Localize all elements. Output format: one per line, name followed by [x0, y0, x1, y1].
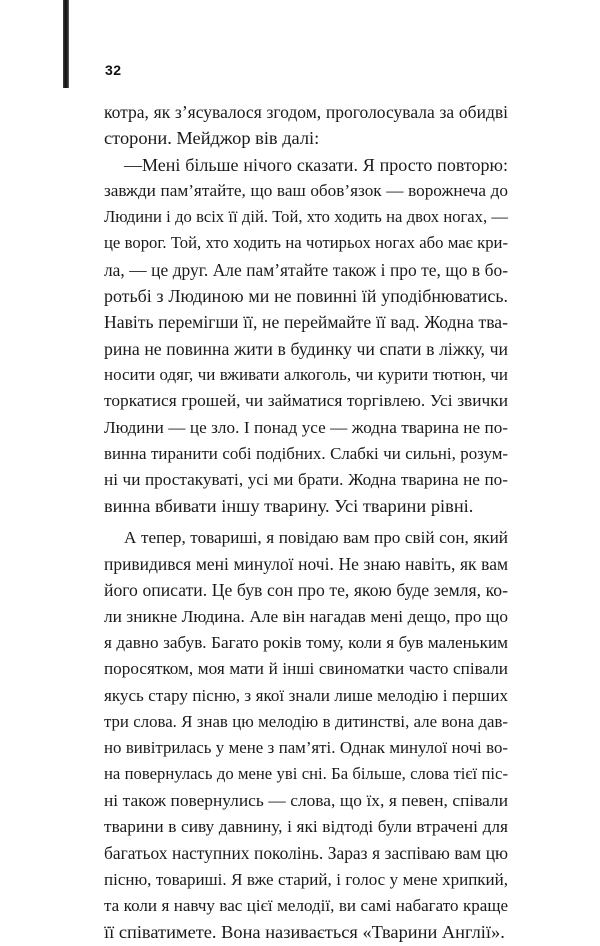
- text-line: поросятком, моя мати й інші свиноматки часто співали: [104, 659, 508, 679]
- body-text: [104, 99, 508, 946]
- text-line: Людини — це зло. І понад усе — жодна тварина не по-: [104, 417, 508, 437]
- page-number: 32: [105, 62, 122, 78]
- text-line: ні також повернулись — слова, що їх, я певен, співали: [104, 790, 508, 810]
- text-line: привидився мені минулої ночі. Не знаю навіть, як вам: [104, 554, 508, 575]
- text-line: А тепер, товариші, я повідаю вам про свій сон, який: [124, 527, 508, 547]
- text-line: його описати. Це був сон про те, якою буде земля, ко-: [104, 580, 508, 601]
- text-line: її співатимете. Вона називається «Тварини Англії».: [104, 922, 505, 943]
- text-line: но вивітрилась у мене з пам’яті. Однак минулої ночі во-: [104, 738, 508, 758]
- text-line: я давно забув. Багато років тому, коли я був маленьким: [104, 632, 508, 652]
- text-line: ла, — це друг. Але пам’ятайте також і про те, що в бо-: [104, 259, 508, 280]
- text-line: ні чи простакуваті, усі ми брати. Жодна тварина не по-: [104, 470, 508, 490]
- text-line: носити одяг, чи вживати алкоголь, чи курити тютюн, чи: [104, 364, 508, 384]
- text-line: пісню, товариші. Я вже старий, і голос у мене хрипкий,: [104, 869, 508, 889]
- text-line: ротьбі з Людиною ми не повинні їй уподібнюватись.: [104, 286, 508, 307]
- text-line: та коли я навчу вас цієї мелодії, ви самі набагато краще: [104, 895, 508, 915]
- text-line: ли зникне Людина. Але він нагадав мені дещо, про що: [104, 606, 508, 626]
- text-line: тварини в сиву давнину, і які відтоді були втрачені для: [104, 817, 508, 837]
- text-line: на повернулась до мене уві сні. Ба більше, слова тієї піс-: [104, 764, 508, 784]
- text-line: Людини і до всіх її дій. Той, хто ходить на двох ногах, —: [104, 207, 508, 227]
- text-line: Навіть перемігши її, не переймайте її вад. Жодна тва-: [104, 312, 508, 333]
- text-line: сторони. Мейджор вів далі:: [104, 128, 320, 149]
- text-line: багатьох наступних поколінь. Зараз я заспіваю вам цю: [104, 843, 508, 864]
- text-line: котра, як з’ясувалося згодом, проголосувала за обидві: [104, 102, 508, 122]
- text-line: винна тиранити собі подібних. Слабкі чи сильні, розум-: [104, 443, 508, 463]
- text-line: рина не повинна жити в будинку чи спати в ліжку, чи: [104, 338, 508, 359]
- text-line: якусь стару пісню, з якої знали лише мелодію і перших: [104, 685, 508, 705]
- text-line: завжди пам’ятайте, що ваш обов’язок — ворожнеча до: [104, 180, 508, 200]
- text-line: три слова. Я знав цю мелодію в дитинстві, але вона дав-: [104, 711, 508, 731]
- text-line: винна вбивати іншу тварину. Усі тварини рівні.: [104, 496, 474, 517]
- text-line: —Мені більше нічого сказати. Я просто повторю:: [124, 154, 508, 175]
- page-edge-mark: [63, 0, 69, 88]
- text-line: торкатися грошей, чи займатися торгівлею. Усі звички: [104, 391, 508, 411]
- text-line: це ворог. Той, хто ходить на чотирьох ногах або має кри-: [104, 233, 508, 253]
